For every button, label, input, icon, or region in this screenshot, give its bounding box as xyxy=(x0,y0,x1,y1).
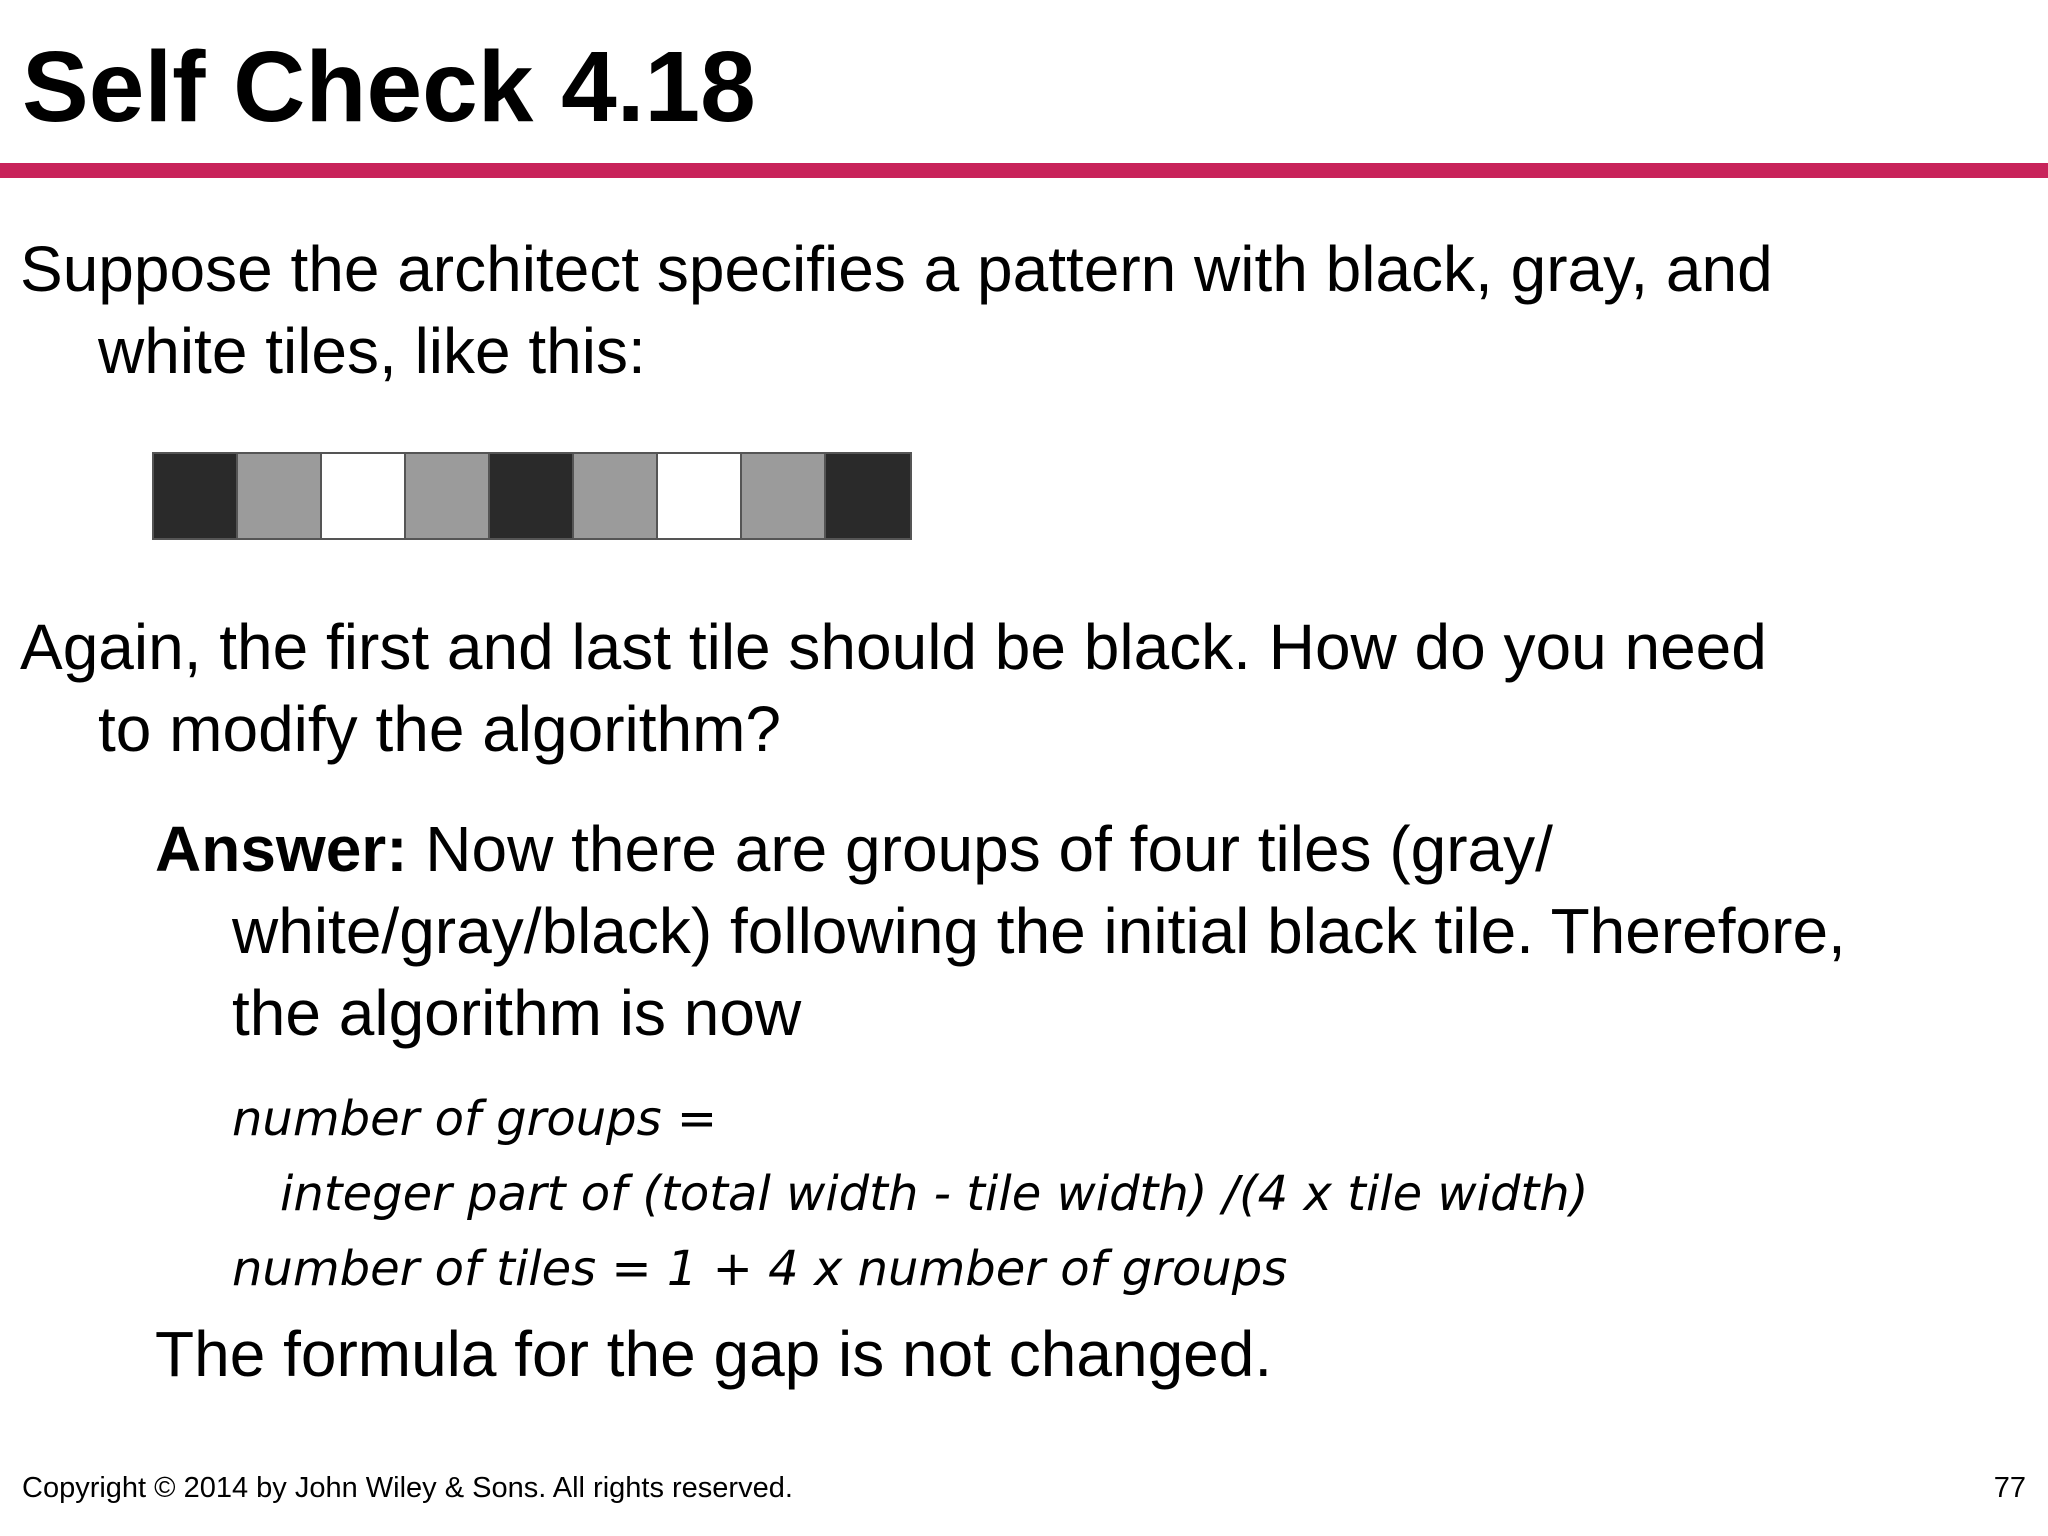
gray-tile xyxy=(574,454,658,538)
answer-line-1: Now there are groups of four tiles (gray/ xyxy=(407,813,1553,885)
tile-pattern xyxy=(152,452,912,540)
white-tile xyxy=(658,454,742,538)
slide-title: Self Check 4.18 xyxy=(22,31,756,143)
algorithm-line-3: number of tiles = 1 + 4 x number of groups xyxy=(232,1241,1288,1297)
algorithm-line-1: number of groups = xyxy=(232,1091,718,1147)
black-tile xyxy=(826,454,910,538)
gray-tile xyxy=(742,454,826,538)
black-tile xyxy=(490,454,574,538)
answer-block xyxy=(155,808,1846,1054)
black-tile xyxy=(154,454,238,538)
page-number: 77 xyxy=(1993,1472,2026,1504)
closing-text: The formula for the gap is not changed. xyxy=(155,1318,1273,1390)
prompt-line-2: to modify the algorithm? xyxy=(98,693,781,765)
algorithm-line-2: integer part of (total width - tile width) /(4 x tile width) xyxy=(280,1166,1589,1222)
answer-label: Answer: xyxy=(155,813,408,885)
answer-line-2: white/gray/black) following the initial black tile. Therefore, xyxy=(232,895,1846,967)
prompt-text xyxy=(20,606,1767,770)
gray-tile xyxy=(238,454,322,538)
question-text xyxy=(20,228,1773,392)
question-line-1: Suppose the architect specifies a pattern with black, gray, and xyxy=(20,233,1773,305)
title-divider xyxy=(0,163,2048,178)
algorithm-block xyxy=(232,1082,1588,1307)
white-tile xyxy=(322,454,406,538)
gray-tile xyxy=(406,454,490,538)
copyright-footer: Copyright © 2014 by John Wiley & Sons. All rights reserved. xyxy=(22,1472,793,1504)
question-line-2: white tiles, like this: xyxy=(98,315,646,387)
answer-line-3: the algorithm is now xyxy=(232,977,802,1049)
prompt-line-1: Again, the first and last tile should be black. How do you need xyxy=(20,611,1767,683)
